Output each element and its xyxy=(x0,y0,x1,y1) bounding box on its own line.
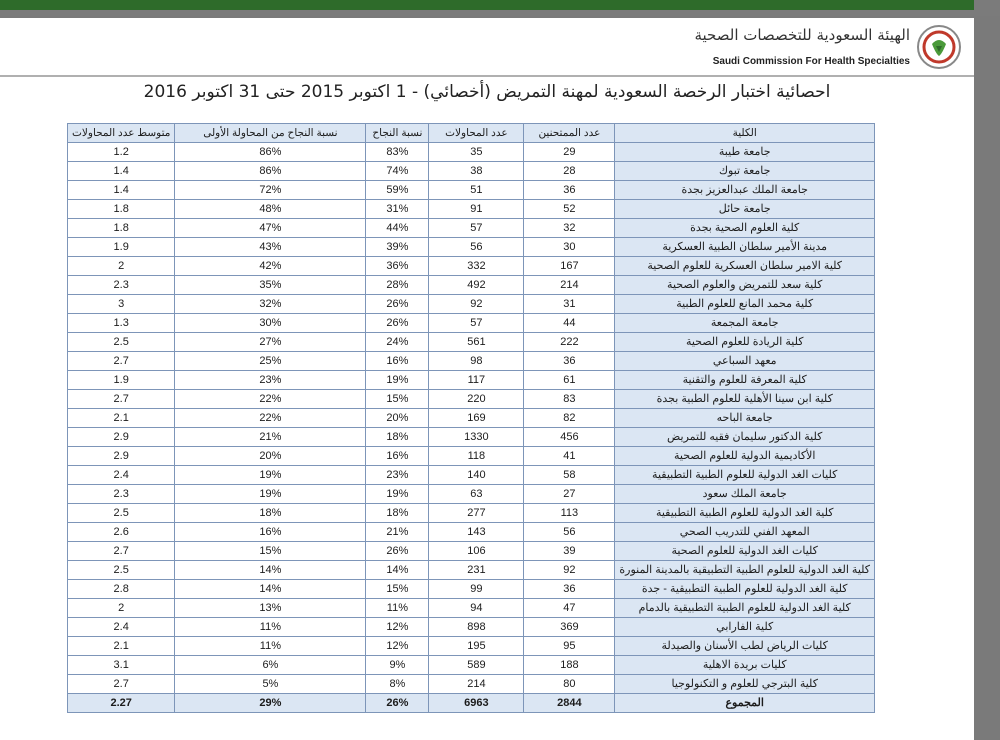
row-college-name: كلية الغد الدولية للعلوم الطبية التطبيقية xyxy=(615,504,875,523)
row-pass-rate: 11% xyxy=(366,599,429,618)
row-first-attempt: 47% xyxy=(175,219,366,238)
row-pass-rate: 15% xyxy=(366,580,429,599)
row-pass-rate: 74% xyxy=(366,162,429,181)
row-first-attempt: 42% xyxy=(175,257,366,276)
row-college-name: جامعة طيبة xyxy=(615,143,875,162)
row-examinees: 36 xyxy=(524,580,615,599)
row-avg-attempts: 2.9 xyxy=(68,428,175,447)
row-avg-attempts: 3.1 xyxy=(68,656,175,675)
row-first-attempt: 27% xyxy=(175,333,366,352)
top-green-bar xyxy=(0,0,974,10)
row-pass-rate: 16% xyxy=(366,447,429,466)
row-first-attempt: 21% xyxy=(175,428,366,447)
commission-logo-icon xyxy=(916,24,962,70)
row-examinees: 167 xyxy=(524,257,615,276)
row-attempts: 214 xyxy=(429,675,524,694)
row-avg-attempts: 1.9 xyxy=(68,238,175,257)
row-college-name: معهد السباعي xyxy=(615,352,875,371)
row-attempts: 1330 xyxy=(429,428,524,447)
row-college-name: كليات بريدة الاهلية xyxy=(615,656,875,675)
row-pass-rate: 19% xyxy=(366,371,429,390)
column-header-avg-attempts: متوسط عدد المحاولات xyxy=(68,124,175,143)
row-college-name: جامعة حائل xyxy=(615,200,875,219)
table-row xyxy=(68,485,875,504)
row-examinees: 28 xyxy=(524,162,615,181)
row-first-attempt: 25% xyxy=(175,352,366,371)
row-first-attempt: 19% xyxy=(175,485,366,504)
table-row xyxy=(68,599,875,618)
row-first-attempt: 86% xyxy=(175,143,366,162)
row-avg-attempts: 1.3 xyxy=(68,314,175,333)
table-row xyxy=(68,333,875,352)
row-avg-attempts: 1.8 xyxy=(68,200,175,219)
row-avg-attempts: 1.9 xyxy=(68,371,175,390)
row-first-attempt: 86% xyxy=(175,162,366,181)
row-pass-rate: 26% xyxy=(366,314,429,333)
row-first-attempt: 15% xyxy=(175,542,366,561)
column-header-first-attempt: نسبة النجاح من المحاولة الأولى xyxy=(175,124,366,143)
table-row xyxy=(68,580,875,599)
row-examinees: 214 xyxy=(524,276,615,295)
row-examinees: 61 xyxy=(524,371,615,390)
row-first-attempt: 32% xyxy=(175,295,366,314)
row-examinees: 32 xyxy=(524,219,615,238)
table-row xyxy=(68,390,875,409)
row-avg-attempts: 2.3 xyxy=(68,276,175,295)
row-avg-attempts: 2.5 xyxy=(68,333,175,352)
row-attempts: 277 xyxy=(429,504,524,523)
row-examinees: 58 xyxy=(524,466,615,485)
table-row xyxy=(68,409,875,428)
row-attempts: 63 xyxy=(429,485,524,504)
row-pass-rate: 19% xyxy=(366,485,429,504)
row-examinees: 47 xyxy=(524,599,615,618)
table-row xyxy=(68,295,875,314)
table-row xyxy=(68,428,875,447)
row-examinees: 80 xyxy=(524,675,615,694)
row-attempts: 57 xyxy=(429,219,524,238)
row-college-name: كلية العلوم الصحية بجدة xyxy=(615,219,875,238)
row-pass-rate: 26% xyxy=(366,295,429,314)
total-attempts: 6963 xyxy=(429,694,524,713)
row-college-name: الأكاديمية الدولية للعلوم الصحية xyxy=(615,447,875,466)
table-row xyxy=(68,238,875,257)
row-avg-attempts: 1.4 xyxy=(68,162,175,181)
table-body xyxy=(68,143,875,694)
row-pass-rate: 18% xyxy=(366,428,429,447)
total-avg-attempts: 2.27 xyxy=(68,694,175,713)
row-pass-rate: 23% xyxy=(366,466,429,485)
row-college-name: كلية الدكتور سليمان فقيه للتمريض xyxy=(615,428,875,447)
row-attempts: 94 xyxy=(429,599,524,618)
row-avg-attempts: 2.1 xyxy=(68,409,175,428)
row-pass-rate: 24% xyxy=(366,333,429,352)
row-college-name: كلية سعد للتمريض والعلوم الصحية xyxy=(615,276,875,295)
column-header-examinees: عدد الممتحنين xyxy=(524,124,615,143)
row-first-attempt: 14% xyxy=(175,580,366,599)
row-pass-rate: 83% xyxy=(366,143,429,162)
row-college-name: جامعة المجمعة xyxy=(615,314,875,333)
row-first-attempt: 35% xyxy=(175,276,366,295)
row-examinees: 82 xyxy=(524,409,615,428)
table-row xyxy=(68,314,875,333)
row-attempts: 231 xyxy=(429,561,524,580)
row-college-name: كلية الفارابي xyxy=(615,618,875,637)
row-attempts: 35 xyxy=(429,143,524,162)
table-row xyxy=(68,656,875,675)
page-header xyxy=(0,18,974,80)
table-row xyxy=(68,181,875,200)
total-label: المجموع xyxy=(615,694,875,713)
row-first-attempt: 11% xyxy=(175,618,366,637)
row-college-name: كليات الرياض لطب الأسنان والصيدلة xyxy=(615,637,875,656)
table-row xyxy=(68,466,875,485)
row-avg-attempts: 2.8 xyxy=(68,580,175,599)
row-college-name: كلية الامير سلطان العسكرية للعلوم الصحية xyxy=(615,257,875,276)
row-avg-attempts: 2 xyxy=(68,257,175,276)
row-examinees: 83 xyxy=(524,390,615,409)
row-avg-attempts: 2.1 xyxy=(68,637,175,656)
row-avg-attempts: 2.3 xyxy=(68,485,175,504)
row-pass-rate: 15% xyxy=(366,390,429,409)
row-attempts: 98 xyxy=(429,352,524,371)
table-row xyxy=(68,276,875,295)
table-header-row xyxy=(68,124,875,143)
row-avg-attempts: 2.5 xyxy=(68,561,175,580)
row-attempts: 56 xyxy=(429,238,524,257)
row-college-name: كليات الغد الدولية للعلوم الصحية xyxy=(615,542,875,561)
total-examinees: 2844 xyxy=(524,694,615,713)
table-total-row xyxy=(68,694,875,713)
row-attempts: 220 xyxy=(429,390,524,409)
row-college-name: المعهد الفني للتدريب الصحي xyxy=(615,523,875,542)
row-pass-rate: 26% xyxy=(366,542,429,561)
row-attempts: 92 xyxy=(429,295,524,314)
row-attempts: 589 xyxy=(429,656,524,675)
row-pass-rate: 8% xyxy=(366,675,429,694)
table-row xyxy=(68,200,875,219)
row-college-name: مدينة الأمير سلطان الطبية العسكرية xyxy=(615,238,875,257)
statistics-table xyxy=(67,123,875,713)
row-examinees: 222 xyxy=(524,333,615,352)
row-first-attempt: 72% xyxy=(175,181,366,200)
row-pass-rate: 28% xyxy=(366,276,429,295)
row-examinees: 56 xyxy=(524,523,615,542)
row-avg-attempts: 2.4 xyxy=(68,466,175,485)
column-header-pass-rate: نسبة النجاح xyxy=(366,124,429,143)
total-first-attempt: 29% xyxy=(175,694,366,713)
row-attempts: 99 xyxy=(429,580,524,599)
row-college-name: كلية الغد الدولية للعلوم الطبية التطبيقية بالمدينة المنورة xyxy=(615,561,875,580)
row-examinees: 27 xyxy=(524,485,615,504)
row-attempts: 492 xyxy=(429,276,524,295)
table-row xyxy=(68,352,875,371)
table-row xyxy=(68,618,875,637)
table-row xyxy=(68,523,875,542)
row-attempts: 57 xyxy=(429,314,524,333)
row-college-name: كلية البترجي للعلوم و التكنولوجيا xyxy=(615,675,875,694)
header-divider xyxy=(0,75,974,77)
row-pass-rate: 36% xyxy=(366,257,429,276)
row-first-attempt: 5% xyxy=(175,675,366,694)
table-row xyxy=(68,143,875,162)
row-college-name: جامعة الباحه xyxy=(615,409,875,428)
table-row xyxy=(68,561,875,580)
row-examinees: 39 xyxy=(524,542,615,561)
row-avg-attempts: 2.5 xyxy=(68,504,175,523)
row-avg-attempts: 2.7 xyxy=(68,675,175,694)
row-first-attempt: 22% xyxy=(175,409,366,428)
row-avg-attempts: 2 xyxy=(68,599,175,618)
row-examinees: 44 xyxy=(524,314,615,333)
row-avg-attempts: 1.2 xyxy=(68,143,175,162)
table-row xyxy=(68,542,875,561)
column-header-attempts: عدد المحاولات xyxy=(429,124,524,143)
org-name-english: Saudi Commission For Health Specialties xyxy=(712,56,910,67)
row-avg-attempts: 1.4 xyxy=(68,181,175,200)
row-avg-attempts: 2.4 xyxy=(68,618,175,637)
row-college-name: جامعة الملك عبدالعزيز بجدة xyxy=(615,181,875,200)
row-avg-attempts: 3 xyxy=(68,295,175,314)
row-avg-attempts: 1.8 xyxy=(68,219,175,238)
row-attempts: 91 xyxy=(429,200,524,219)
row-pass-rate: 14% xyxy=(366,561,429,580)
row-college-name: جامعة الملك سعود xyxy=(615,485,875,504)
row-pass-rate: 12% xyxy=(366,618,429,637)
row-first-attempt: 43% xyxy=(175,238,366,257)
row-pass-rate: 59% xyxy=(366,181,429,200)
row-examinees: 52 xyxy=(524,200,615,219)
row-avg-attempts: 2.7 xyxy=(68,390,175,409)
row-pass-rate: 16% xyxy=(366,352,429,371)
table-row xyxy=(68,675,875,694)
page-title: احصائية اختبار الرخصة السعودية لمهنة التمريض (أخصائي) - 1 اكتوبر 2015 حتى 31 اكتوبر 2016 xyxy=(143,82,831,102)
row-avg-attempts: 2.9 xyxy=(68,447,175,466)
row-college-name: كلية محمد المانع للعلوم الطبية xyxy=(615,295,875,314)
table-row xyxy=(68,504,875,523)
row-attempts: 106 xyxy=(429,542,524,561)
table-row xyxy=(68,447,875,466)
document-page xyxy=(0,18,974,740)
row-attempts: 195 xyxy=(429,637,524,656)
row-examinees: 30 xyxy=(524,238,615,257)
row-examinees: 29 xyxy=(524,143,615,162)
row-pass-rate: 20% xyxy=(366,409,429,428)
row-pass-rate: 21% xyxy=(366,523,429,542)
row-attempts: 117 xyxy=(429,371,524,390)
row-college-name: كلية الريادة للعلوم الصحية xyxy=(615,333,875,352)
row-examinees: 41 xyxy=(524,447,615,466)
row-first-attempt: 20% xyxy=(175,447,366,466)
row-pass-rate: 44% xyxy=(366,219,429,238)
row-attempts: 140 xyxy=(429,466,524,485)
table-row xyxy=(68,371,875,390)
row-first-attempt: 30% xyxy=(175,314,366,333)
column-header-name: الكلية xyxy=(615,124,875,143)
row-attempts: 169 xyxy=(429,409,524,428)
row-examinees: 113 xyxy=(524,504,615,523)
row-examinees: 36 xyxy=(524,181,615,200)
row-first-attempt: 16% xyxy=(175,523,366,542)
row-examinees: 95 xyxy=(524,637,615,656)
row-college-name: جامعة تبوك xyxy=(615,162,875,181)
row-pass-rate: 39% xyxy=(366,238,429,257)
row-pass-rate: 31% xyxy=(366,200,429,219)
row-pass-rate: 12% xyxy=(366,637,429,656)
table-row xyxy=(68,219,875,238)
row-attempts: 143 xyxy=(429,523,524,542)
total-pass-rate: 26% xyxy=(366,694,429,713)
table-row xyxy=(68,637,875,656)
row-first-attempt: 18% xyxy=(175,504,366,523)
row-college-name: كلية المعرفة للعلوم والتقنية xyxy=(615,371,875,390)
row-examinees: 92 xyxy=(524,561,615,580)
row-college-name: كليات الغد الدولية للعلوم الطبية التطبيقية xyxy=(615,466,875,485)
row-avg-attempts: 2.6 xyxy=(68,523,175,542)
row-examinees: 36 xyxy=(524,352,615,371)
row-examinees: 369 xyxy=(524,618,615,637)
row-avg-attempts: 2.7 xyxy=(68,542,175,561)
row-first-attempt: 48% xyxy=(175,200,366,219)
table-row xyxy=(68,257,875,276)
row-attempts: 51 xyxy=(429,181,524,200)
row-first-attempt: 11% xyxy=(175,637,366,656)
row-examinees: 456 xyxy=(524,428,615,447)
row-first-attempt: 22% xyxy=(175,390,366,409)
row-first-attempt: 13% xyxy=(175,599,366,618)
row-attempts: 38 xyxy=(429,162,524,181)
row-college-name: كلية ابن سينا الأهلية للعلوم الطبية بجدة xyxy=(615,390,875,409)
row-pass-rate: 18% xyxy=(366,504,429,523)
row-first-attempt: 19% xyxy=(175,466,366,485)
row-attempts: 561 xyxy=(429,333,524,352)
row-college-name: كلية الغد الدولية للعلوم الطبية التطبيقية - جدة xyxy=(615,580,875,599)
row-attempts: 898 xyxy=(429,618,524,637)
org-name-arabic: الهيئة السعودية للتخصصات الصحية xyxy=(694,26,910,44)
row-college-name: كلية الغد الدولية للعلوم الطبية التطبيقية بالدمام xyxy=(615,599,875,618)
row-attempts: 332 xyxy=(429,257,524,276)
row-examinees: 31 xyxy=(524,295,615,314)
row-first-attempt: 6% xyxy=(175,656,366,675)
table-row xyxy=(68,162,875,181)
row-attempts: 118 xyxy=(429,447,524,466)
row-first-attempt: 14% xyxy=(175,561,366,580)
row-pass-rate: 9% xyxy=(366,656,429,675)
row-avg-attempts: 2.7 xyxy=(68,352,175,371)
row-first-attempt: 23% xyxy=(175,371,366,390)
row-examinees: 188 xyxy=(524,656,615,675)
